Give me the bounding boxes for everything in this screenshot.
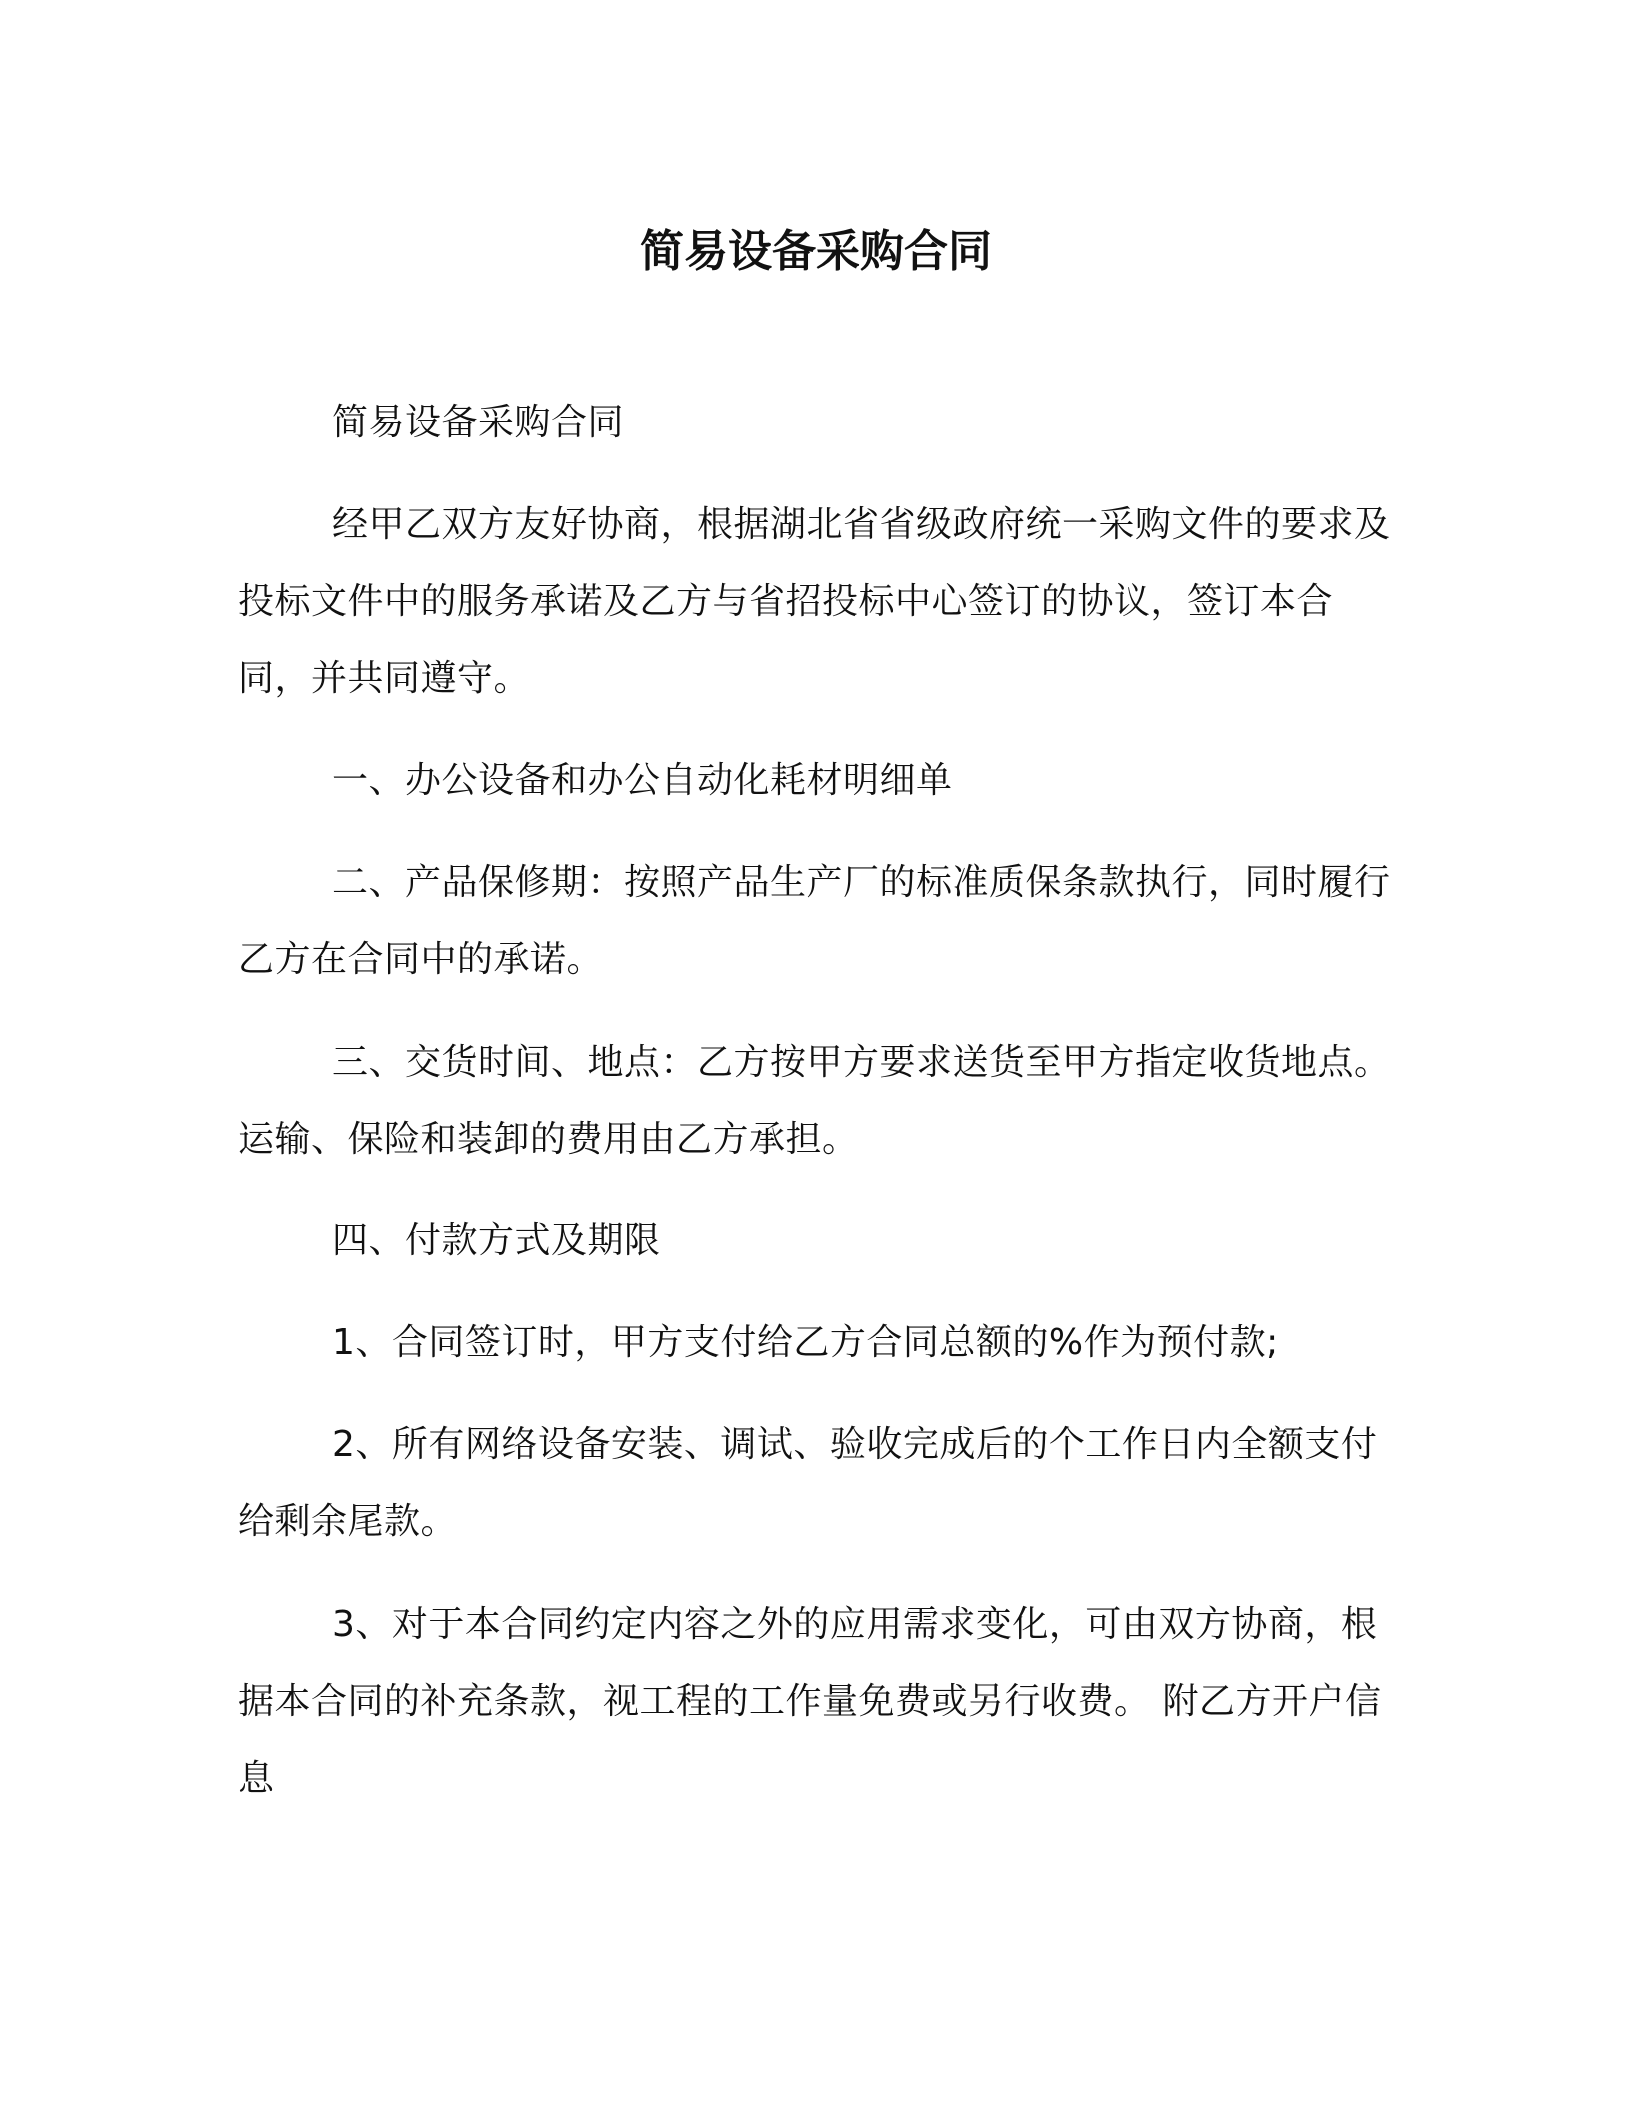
paragraph-clause-3: 三、交货时间、地点：乙方按甲方要求送货至甲方指定收货地点。运输、保险和装卸的费用由乙方承担。 xyxy=(238,1042,1391,1160)
paragraph-clause-2: 二、产品保修期：按照产品生产厂的标准质保条款执行，同时履行乙方在合同中的承诺。 xyxy=(238,862,1391,980)
document-title: 简易设备采购合同 xyxy=(640,226,992,277)
paragraph-payment-1: 1、合同签订时，甲方支付给乙方合同总额的%作为预付款; xyxy=(332,1322,1279,1363)
paragraph-clause-4: 四、付款方式及期限 xyxy=(332,1220,661,1261)
paragraph-payment-2: 2、所有网络设备安装、调试、验收完成后的个工作日内全额支付给剩余尾款。 xyxy=(238,1424,1378,1542)
paragraph-preamble: 经甲乙双方友好协商，根据湖北省省级政府统一采购文件的要求及投标文件中的服务承诺及乙方与省招投标中心签订的协议，签订本合同，并共同遵守。 xyxy=(238,504,1391,699)
paragraph-clause-1: 一、办公设备和办公自动化耗材明细单 xyxy=(332,760,953,801)
paragraph-subtitle: 简易设备采购合同 xyxy=(332,402,625,443)
paragraph-payment-3: 3、对于本合同约定内容之外的应用需求变化，可由双方协商，根据本合同的补充条款，视工程的工作量免费或另行收费。 附乙方开户信息 xyxy=(238,1604,1382,1799)
